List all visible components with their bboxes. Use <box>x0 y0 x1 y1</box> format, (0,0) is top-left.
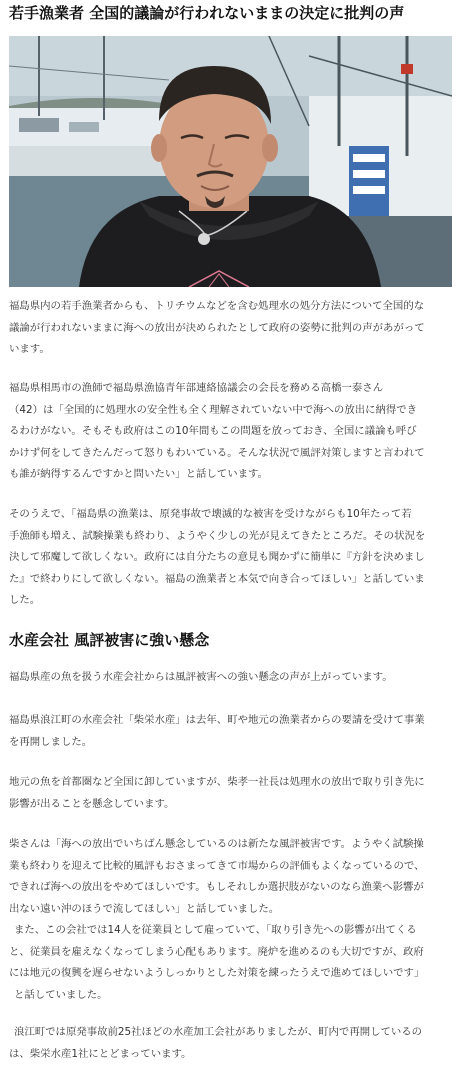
article-paragraph-2 <box>9 378 455 486</box>
article-paragraph-9 <box>9 1022 455 1065</box>
paragraph-line: は、柴栄水産1社にとどまっています。 <box>9 1047 192 1060</box>
article-paragraph-1 <box>9 296 455 361</box>
paragraph-line: そのうえで、「福島県の漁業は、原発事故で壊滅的な被害を受けながらも10年たって若 <box>9 508 412 520</box>
article-paragraph-6 <box>9 772 455 815</box>
article-paragraph-7 <box>9 834 455 920</box>
paragraph-line: 地元の魚を首都圏など全国に卸していますが、柴孝一社長は処理水の放出で取り引き先に <box>9 776 425 788</box>
article-paragraph-3 <box>9 504 455 612</box>
paragraph-line: また、この会社では14人を従業員として雇っていて、「取り引き先への影響が出てくる <box>14 924 417 936</box>
paragraph-line: るわけがない。そもそも政府はこの10年間もこの問題を放っておき、全国に議論も呼び <box>9 425 417 437</box>
paragraph-line: 議論が行われないままに海への放出が決められたとして政府の姿勢に批判の声があがって <box>9 321 425 334</box>
paragraph-line: 出ない遠い沖のほうで流してほしい」と話していました。 <box>9 902 280 915</box>
paragraph-line: 手漁師も増え、試験操業も終わり、ようやく少しの光が見えてきたところだ。その状況を <box>9 529 426 542</box>
paragraph-line: （42）は「全国的に処理水の安全性も全く理解されていない中で海への放出に納得でき <box>9 403 418 416</box>
paragraph-line: 福島県内の若手漁業者からも、トリチウムなどを含む処理水の処分方法について全国的な <box>9 300 425 312</box>
paragraph-line: 浪江町では原発事故前25社ほどの水産加工会社がありましたが、町内で再開しているの <box>14 1026 423 1038</box>
paragraph-line: も誰が納得するんですかと問いたい」と話しています。 <box>9 468 268 480</box>
paragraph-line: 影響が出ることを懸念しています。 <box>9 797 175 810</box>
article-paragraph-8 <box>9 920 455 1006</box>
harbor-scene <box>9 36 452 287</box>
paragraph-line: 決して邪魔して欲しくない。政府には自分たちの意見も聞かずに簡単に『方針を決めまし <box>9 551 425 563</box>
paragraph-line: した。 <box>9 594 41 606</box>
paragraph-line: を再開しました。 <box>9 735 93 748</box>
paragraph-line: た』で終わりにして欲しくない。福島の漁業者と本気で向き合ってほしい」と話していま <box>9 572 425 585</box>
paragraph-line: 福島県産の魚を扱う水産会社からは風評被害への強い懸念の声が上がっています。 <box>9 671 393 683</box>
article-headline: 若手漁業者 全国的議論が行われないままの決定に批判の声 <box>9 4 405 22</box>
paragraph-line: 柴さんは「海への放出でいちばん懸念しているのは新たな風評被害です。ようやく試験操 <box>9 838 424 850</box>
paragraph-line: と、従業員を雇えなくなってしまう心配もあります。廃炉を進めるのも大切ですが、政府 <box>9 945 424 958</box>
article-paragraph-5 <box>9 710 455 753</box>
person-at-harbor-photo <box>9 36 452 287</box>
paragraph-line: には地元の復興を遅らせないようしっかりとした対策を練ったうえで進めてほしいです」 <box>9 967 425 979</box>
paragraph-line: 福島県浪江町の水産会社「柴栄水産」は去年、町や地元の漁業者からの要請を受けて事業 <box>9 714 425 726</box>
paragraph-line: 業も終わりを迎えて比較的風評もおさまってきて市場からの評価もよくなっているので、 <box>9 859 425 872</box>
paragraph-line: かけず何をしてきたんだって怒りもわいている。そんな状況で風評対策しますと言われて <box>9 446 425 459</box>
article-paragraph-4 <box>9 667 455 689</box>
section-subheading: 水産会社 風評被害に強い懸念 <box>9 631 210 649</box>
paragraph-line: と話していました。 <box>14 988 108 1001</box>
paragraph-line: できれば海への放出をやめてほしいです。もしそれしか選択肢がないのなら漁業へ影響が <box>9 881 424 893</box>
paragraph-line: 福島県相馬市の漁師で福島県漁協青年部連絡協議会の会長を務める高橋一泰さん <box>9 382 384 394</box>
paragraph-line: います。 <box>9 343 50 355</box>
